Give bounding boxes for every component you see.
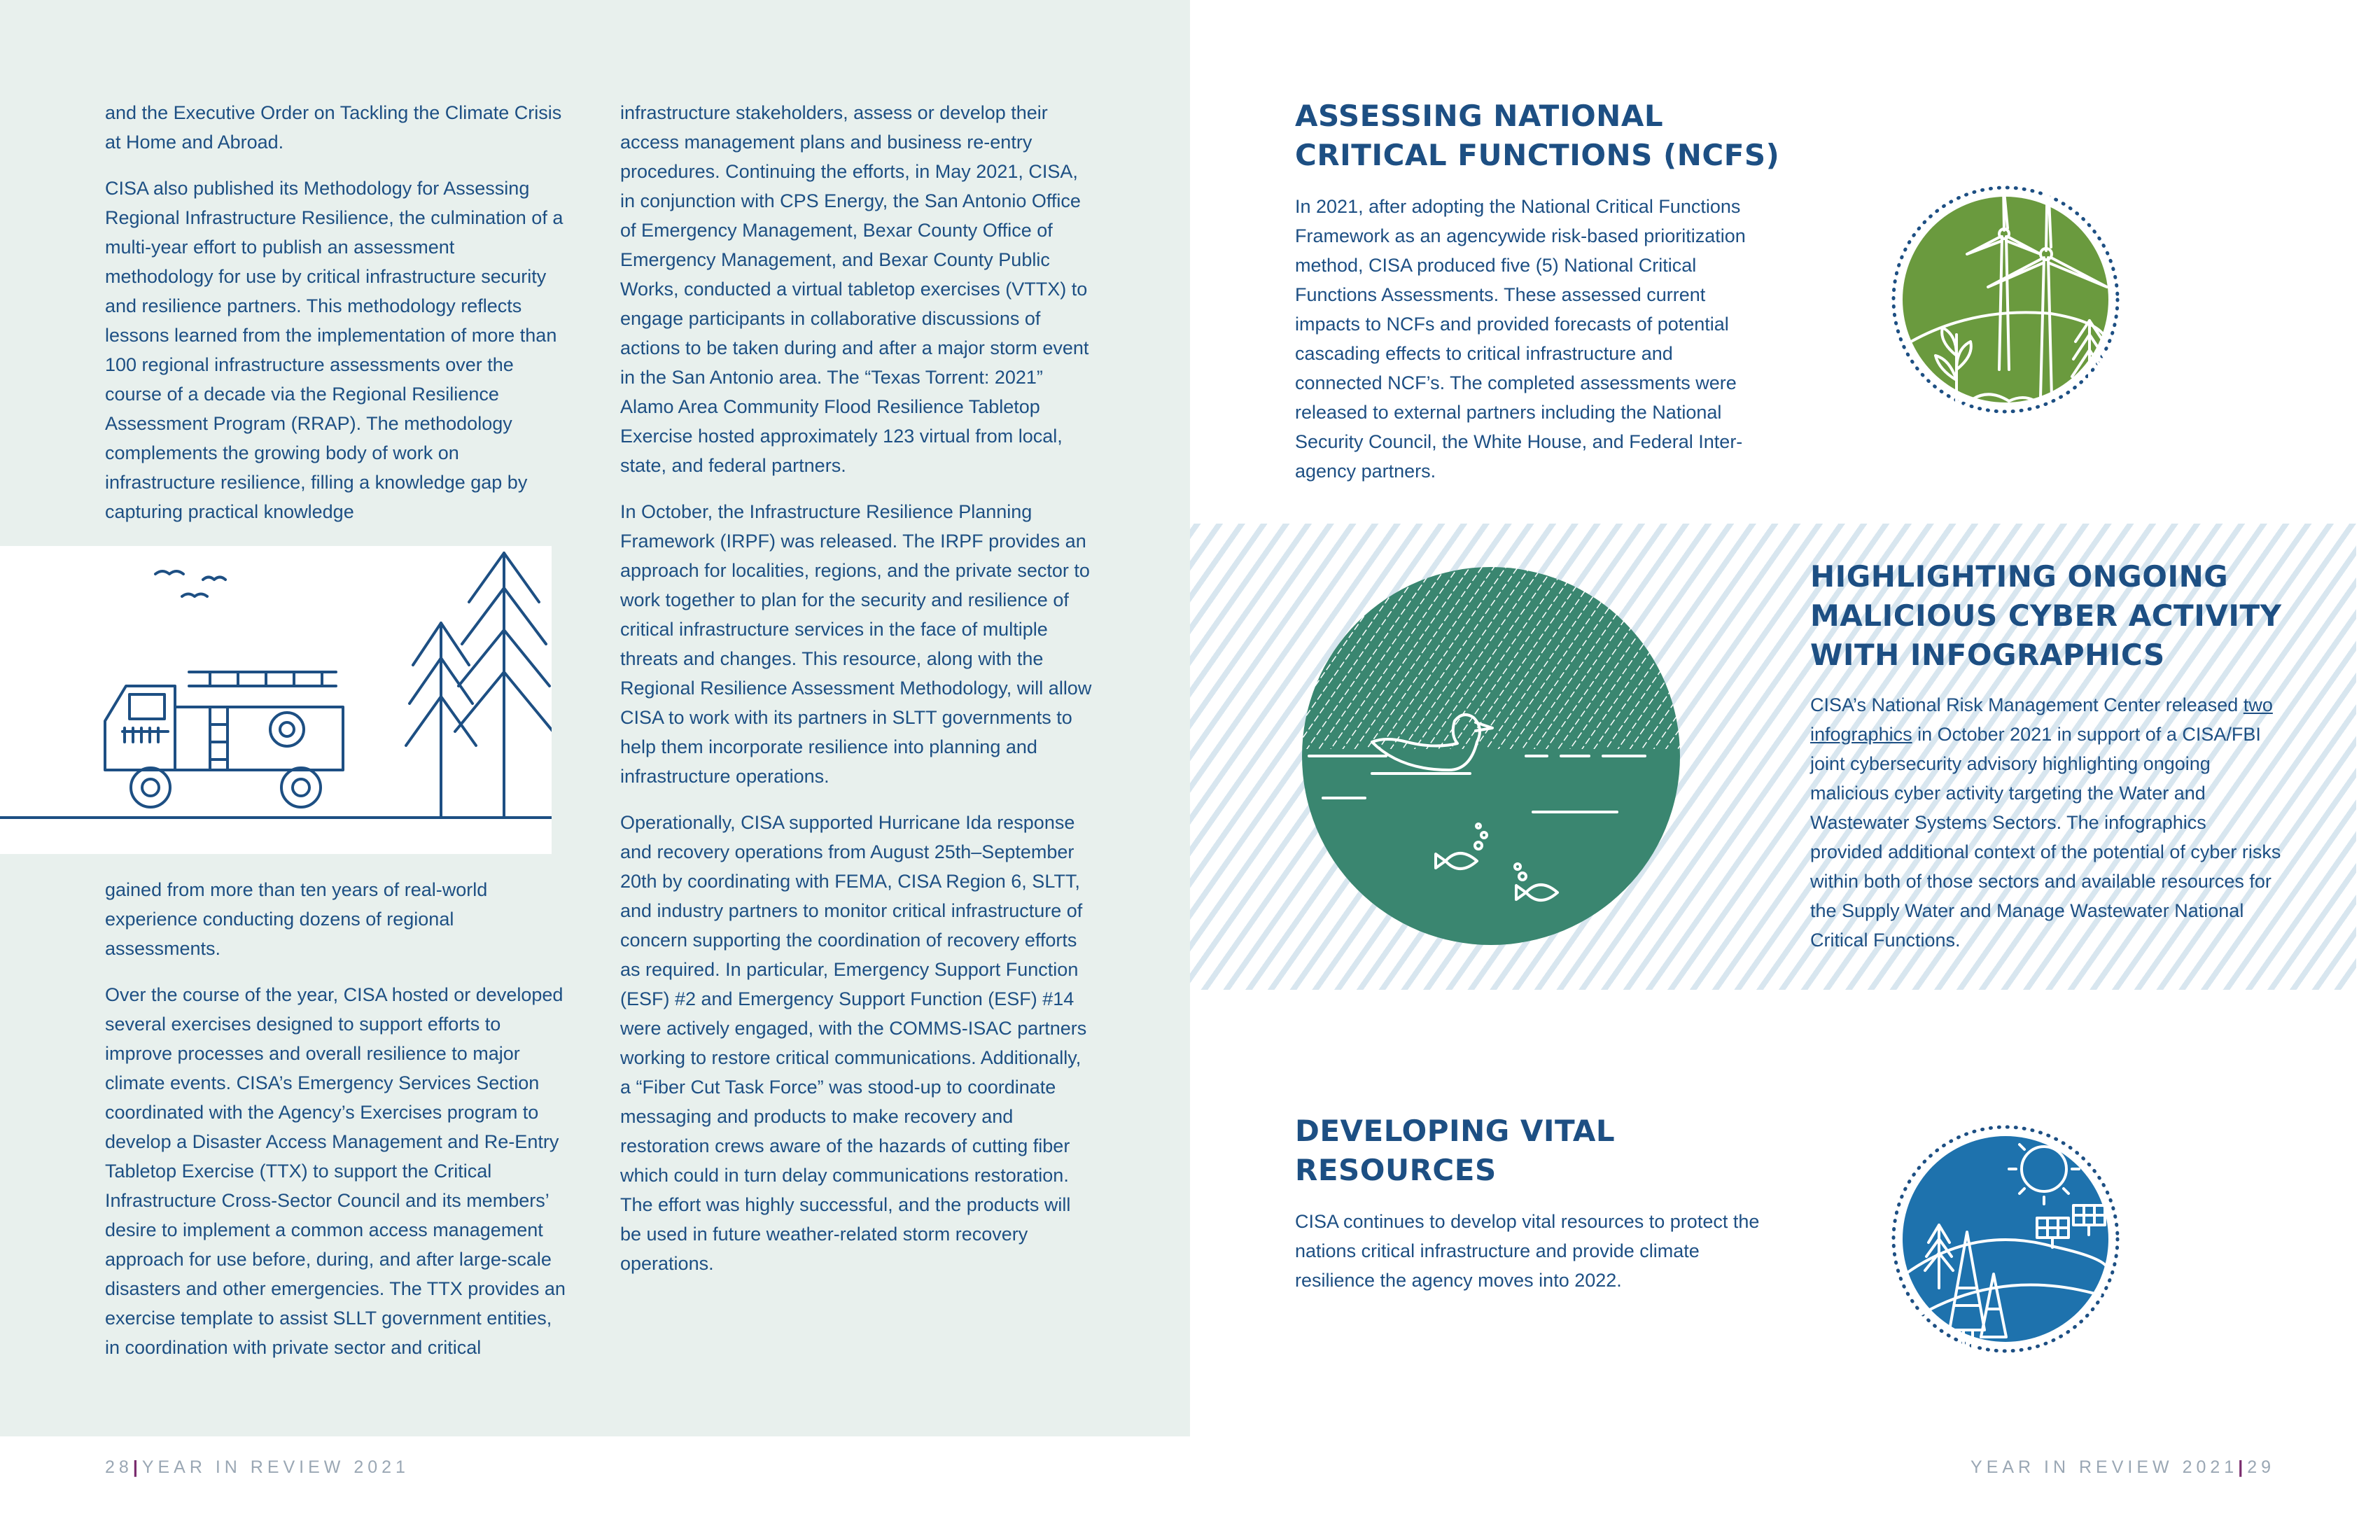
solar-panel-icon	[1890, 1043, 2121, 1435]
vital-body: CISA continues to develop vital resources to protect the nations critical infrastructure and provide climate resilience the agency moves into 2022.	[1295, 1211, 1760, 1291]
ncf-heading: ASSESSING NATIONAL CRITICAL FUNCTIONS (NCFS)	[1295, 99, 1780, 172]
footer-title: YEAR IN REVIEW 2021	[1970, 1457, 2239, 1477]
paragraph: Operationally, CISA supported Hurricane Ida response and recovery operations from August 25th–September 20th by coordinating with FEMA, CISA Region 6, SLTT, and industry partners to monitor critical infrastructure of concern supporting the coordination of recovery efforts as required. In particular, Emergency Support Function (ESF) #2 and Emergency Support Function (ESF) #14 were actively engaged, with the COMMS-ISAC partners working to restore critical communications. Additionally, a “Fiber Cut Task Force” was stood-up to coordinate messaging and products to make recovery and restoration crews aware of the hazards of cutting fiber which could in turn delay communications restoration. The effort was highly successful, and the products will be used in future weather-related storm recovery operations.	[620, 812, 1087, 1274]
cyber-body	[1810, 690, 2283, 955]
left-column-1-top	[105, 98, 567, 543]
left-column-1-bottom	[105, 875, 567, 1379]
ncf-body: In 2021, after adopting the National Critical Functions Framework as an agencywide risk-based prioritization method, CISA produced five (5) National Critical Functions Assessments. These assessed current impacts to NCFs and provided forecasts of potential cascading effects to critical infrastructure and connected NCF’s. The completed assessments were released to external partners including the National Security Council, the White House, and Federal Inter-agency partners.	[1295, 196, 1746, 482]
page-number: 28	[105, 1457, 133, 1477]
footer-divider: |	[132, 1457, 142, 1477]
wind-turbine-icon	[1890, 104, 2121, 496]
fire-truck-illustration	[0, 546, 552, 854]
left-column-2	[620, 98, 1093, 1295]
footer-left	[105, 1457, 410, 1478]
footer-divider: |	[2238, 1457, 2248, 1477]
paragraph: and the Executive Order on Tackling the Climate Crisis at Home and Abroad.	[105, 102, 562, 153]
illustration-band	[0, 546, 552, 854]
cyber-heading: HIGHLIGHTING ONGOING MALICIOUS CYBER ACTIVITY WITH INFOGRAPHICS	[1810, 559, 2282, 672]
paragraph: In October, the Infrastructure Resilience Planning Framework (IRPF) was released. The IRPF provides an approach for localities, regions, and the private sector to work together to plan for the security and resilience of critical infrastructure services in the face of multiple threats and changes. This resource, along with the Regional Resilience Assessment Methodology, will allow CISA to work with its partners in SLTT governments to help them incorporate resilience into planning and infrastructure operations.	[620, 501, 1092, 787]
vital-heading: DEVELOPING VITAL RESOURCES	[1295, 1114, 1616, 1187]
page-number: 29	[2247, 1457, 2275, 1477]
footer-right	[1970, 1457, 2275, 1478]
paragraph: CISA also published its Methodology for Assessing Regional Infrastructure Resilience, the culmination of a multi-year effort to publish an assessment methodology for use by critical infrastructure security and resilience partners. This methodology reflects lessons learned from the implementation of more than 100 regional infrastructure assessments over the course of a decade via the Regional Resilience Assessment Program (RRAP). The methodology complements the growing body of work on infrastructure resilience, filling a knowledge gap by capturing practical knowledge	[105, 178, 564, 522]
cyber-body-end: in October 2021 in support of a CISA/FBI joint cybersecurity advisory highlighting ongoing malicious cyber activity targeting the Water and Wastewater Systems Sectors. The infographics provided additional context of the potential of cyber risks within both of those sectors and available resources for the Supply Water and Manage Wastewater National Critical Functions.	[1810, 724, 2281, 951]
cyber-body-start: CISA’s National Risk Management Center released	[1810, 694, 2244, 715]
paragraph: Over the course of the year, CISA hosted or developed several exercises designed to support efforts to improve processes and overall resilience to major climate events. CISA’s Emergency Services Section coordinated with the Agency’s Exercises program to develop a Disaster Access Management and Re-Entry Tabletop Exercise (TTX) to support the Critical Infrastructure Cross-Sector Council and its members’ desire to implement a common access management approach for use before, during, and after large-scale disasters and other emergencies. The TTX provides an exercise template to assist SLLT government entities, in coordination with private sector and critical	[105, 984, 566, 1358]
paragraph: gained from more than ten years of real-world experience conducting dozens of regional assessments.	[105, 879, 488, 959]
footer-title: YEAR IN REVIEW 2021	[141, 1457, 410, 1477]
duck-pond-icon	[1295, 560, 1687, 952]
two-infographics-link[interactable]: two infographics	[1810, 694, 2273, 745]
paragraph: infrastructure stakeholders, assess or develop their access management plans and business re-entry procedures. Continuing the efforts, in May 2021, CISA, in conjunction with CPS Energy, the San Antonio Office of Emergency Management, Bexar County Office of Emergency Management, and Bexar County Public Works, conducted a virtual tabletop exercises (VTTX) to engage participants in collaborative discussions of actions to be taken during and after a major storm event in the San Antonio area. The “Texas Torrent: 2021” Alamo Area Community Flood Resilience Tabletop Exercise hosted approximately 123 virtual from local, state, and federal partners.	[620, 102, 1089, 476]
